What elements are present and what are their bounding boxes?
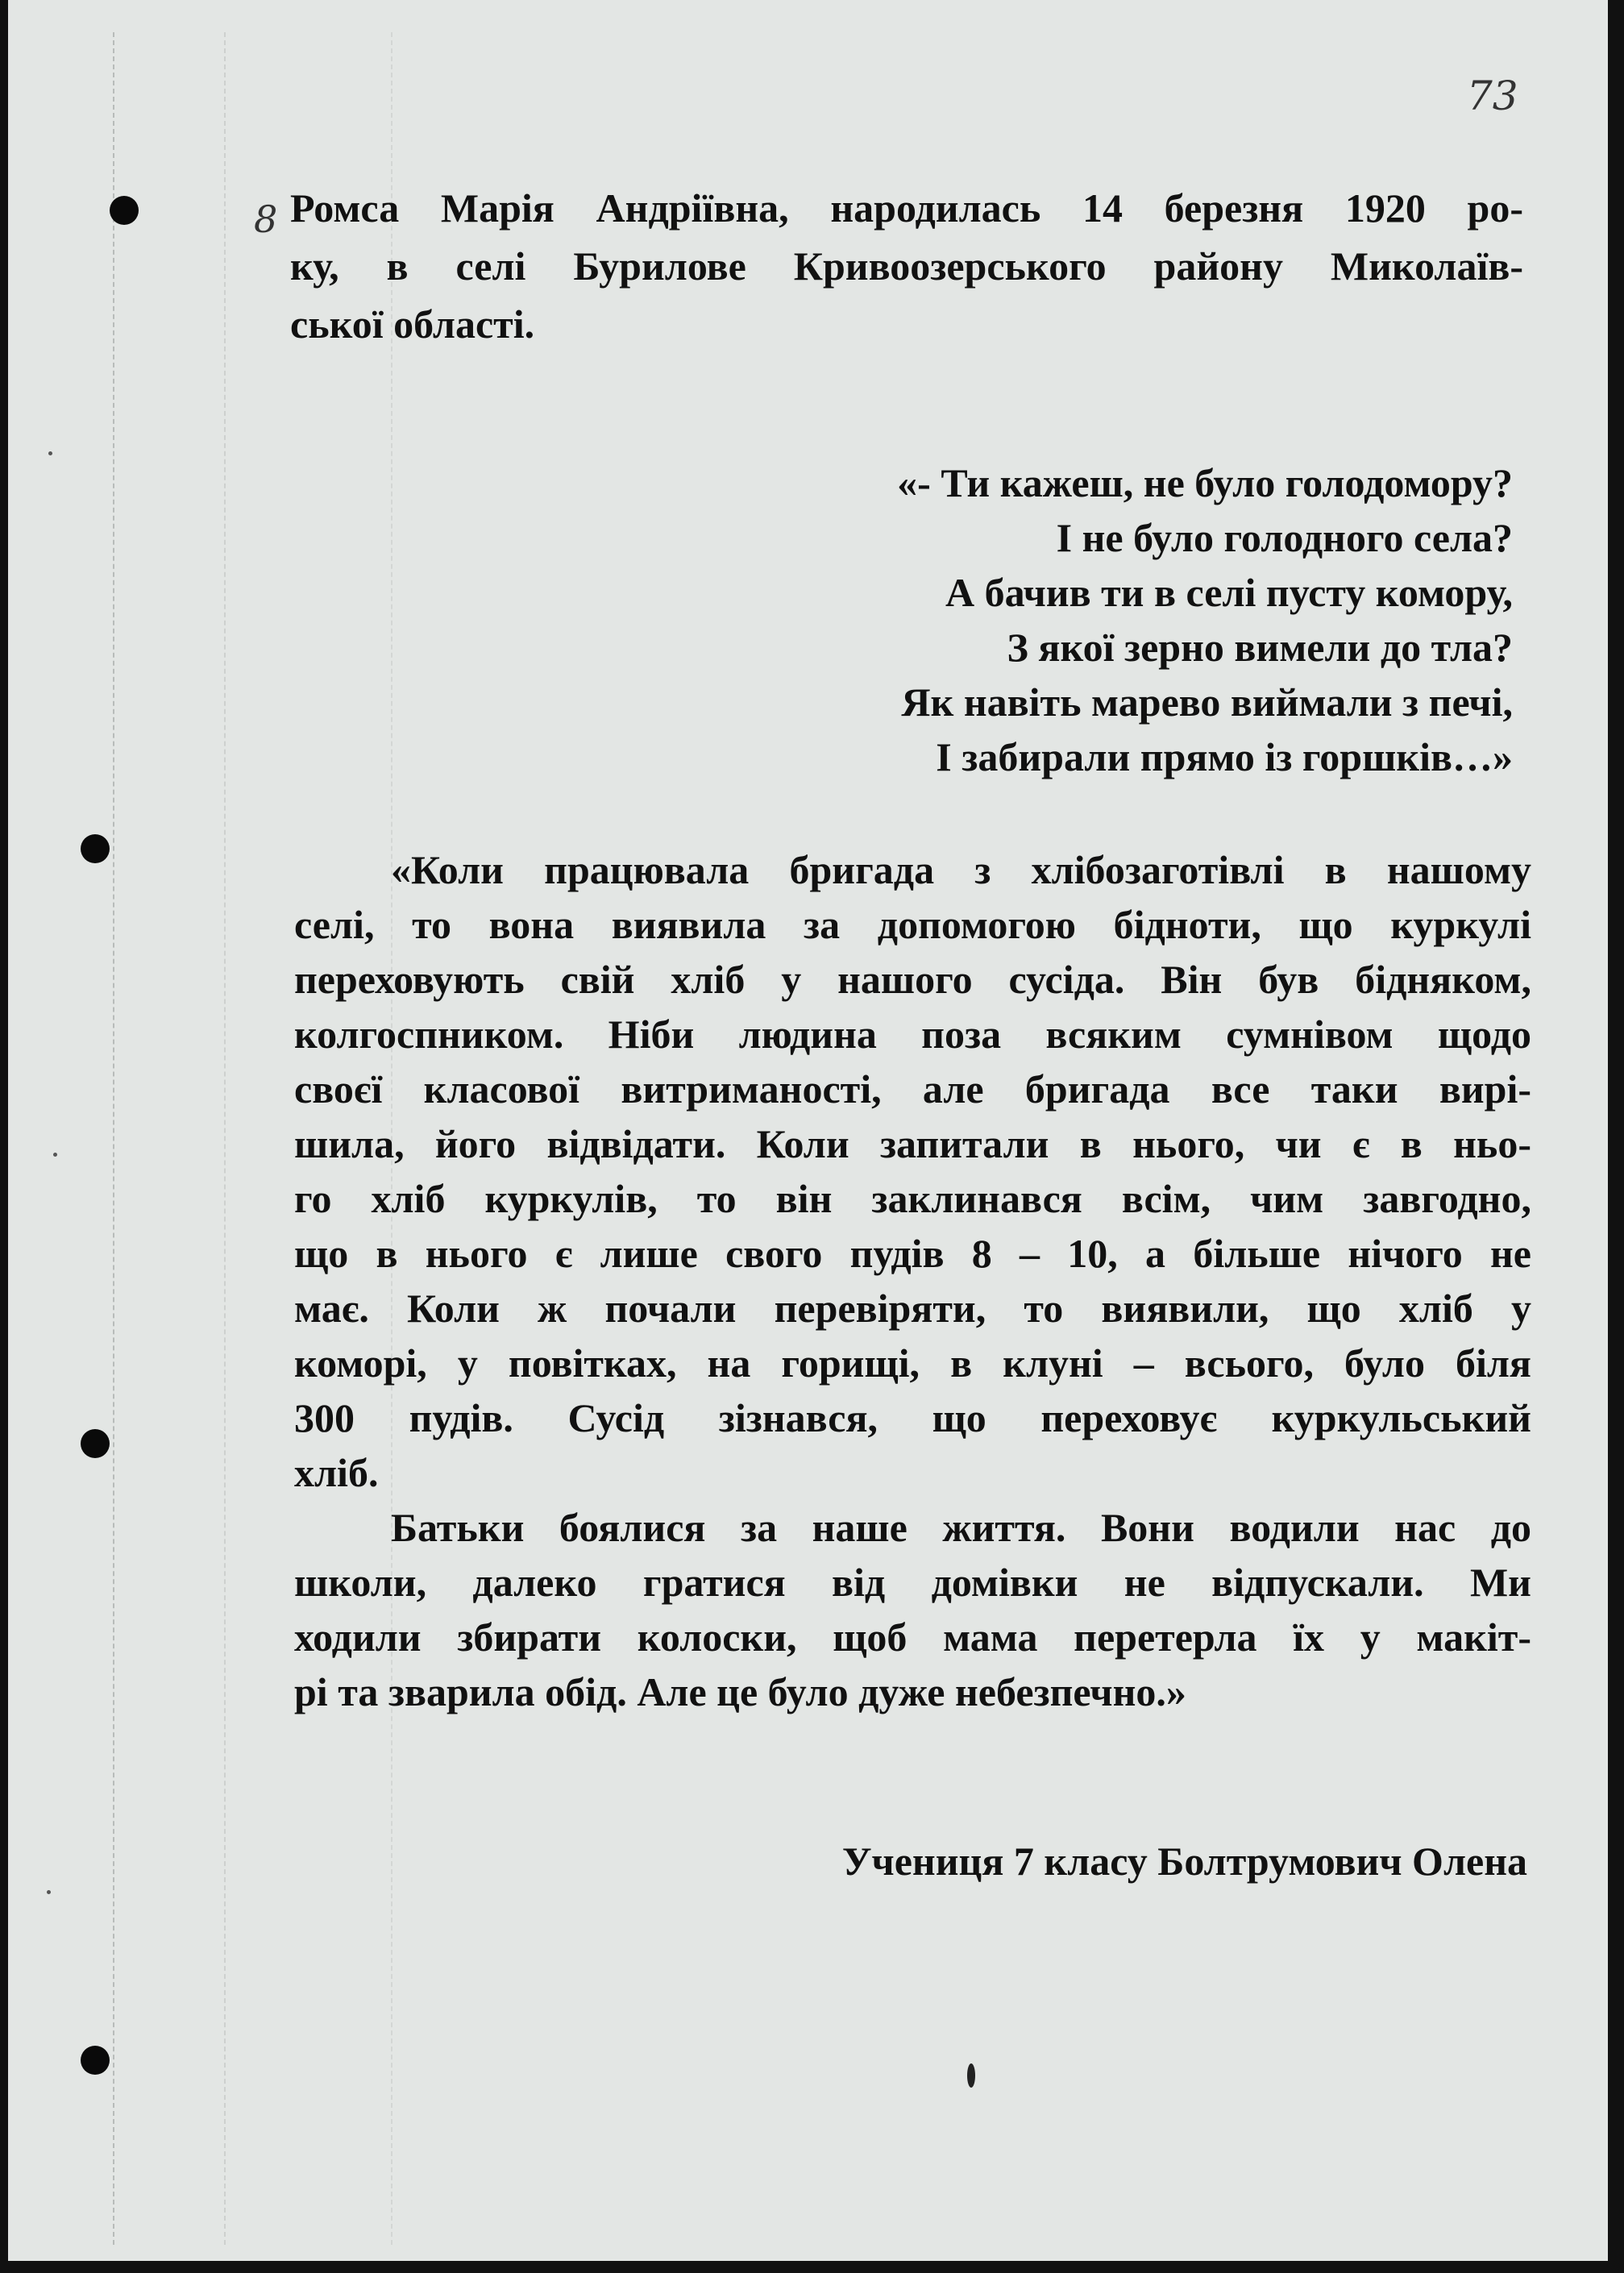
body-line: селі, то вона виявила за допомогою бідноти, що куркулі bbox=[294, 902, 1531, 947]
scanned-page bbox=[8, 0, 1608, 2261]
poem-line: Як навіть марево виймали з печі, bbox=[901, 679, 1513, 725]
body-line: що в нього є лише свого пудів 8 – 10, а більше нічого не bbox=[294, 1231, 1531, 1276]
paragraph-2 bbox=[294, 1500, 1531, 1719]
speck bbox=[48, 451, 52, 455]
poem-epigraph bbox=[897, 455, 1513, 784]
body-line: 300 пудів. Сусід зізнався, що переховує куркульський bbox=[294, 1395, 1531, 1440]
paragraph-1 bbox=[294, 842, 1531, 1500]
punch-hole bbox=[110, 196, 139, 225]
speck bbox=[53, 1153, 57, 1157]
body-line: «Коли працювала бригада з хлібозаготівлі в нашому bbox=[391, 847, 1531, 892]
punch-hole bbox=[81, 1429, 110, 1458]
page-number: 73 bbox=[1467, 73, 1518, 119]
body-line: має. Коли ж почали перевіряти, то виявили, що хліб у bbox=[294, 1286, 1531, 1331]
heading-line: Ромса Марія Андріївна, народилась 14 березня 1920 ро- bbox=[290, 185, 1523, 231]
body-line: Батьки боялися за наше життя. Вони водили нас до bbox=[391, 1505, 1531, 1550]
body-line: рі та зварила обід. Але це було дуже небезпечно.» bbox=[294, 1669, 1186, 1714]
margin-line bbox=[224, 32, 226, 2245]
body-line: школи, далеко гратися від домівки не відпускали. Ми bbox=[294, 1560, 1531, 1605]
body-line: своєї класової витриманості, але бригада все таки вирі- bbox=[294, 1066, 1531, 1112]
heading bbox=[290, 179, 1523, 353]
poem-line: А бачив ти в селі пусту комору, bbox=[945, 570, 1513, 615]
punch-hole bbox=[81, 834, 110, 863]
poem-line: «- Ти кажеш, не було голодомору? bbox=[897, 460, 1513, 505]
heading-line: ку, в селі Бурилове Кривоозерського району Миколаїв- bbox=[290, 243, 1523, 289]
poem-line: З якої зерно вимели до тла? bbox=[1007, 625, 1513, 670]
body-line: колгоспником. Ніби людина поза всяким сумнівом щодо bbox=[294, 1012, 1531, 1057]
poem-line: І забирали прямо із горшків…» bbox=[936, 734, 1513, 779]
poem-line: І не було голодного села? bbox=[1056, 515, 1513, 560]
heading-line: ської області. bbox=[290, 301, 535, 347]
ink-mark bbox=[967, 2063, 975, 2088]
body-line: коморі, у повітках, на горищі, в клуні – всього, було біля bbox=[294, 1340, 1531, 1386]
margin-number: 8 bbox=[254, 197, 278, 241]
body-line: ходили збирати колоски, щоб мама перетерла їх у макіт- bbox=[294, 1614, 1531, 1660]
body-line: шила, його відвідати. Коли запитали в нього, чи є в ньо- bbox=[294, 1121, 1531, 1166]
body-line: переховують свій хліб у нашого сусіда. Він був бідняком, bbox=[294, 957, 1531, 1002]
speck bbox=[47, 1890, 51, 1894]
body-line: хліб. bbox=[294, 1450, 379, 1495]
signature: Учениця 7 класу Болтрумович Олена bbox=[841, 1839, 1527, 1884]
body-text bbox=[294, 842, 1531, 1719]
margin-line bbox=[113, 32, 114, 2245]
punch-hole bbox=[81, 2046, 110, 2075]
body-line: го хліб куркулів, то він заклинався всім, чим завгодно, bbox=[294, 1176, 1531, 1221]
